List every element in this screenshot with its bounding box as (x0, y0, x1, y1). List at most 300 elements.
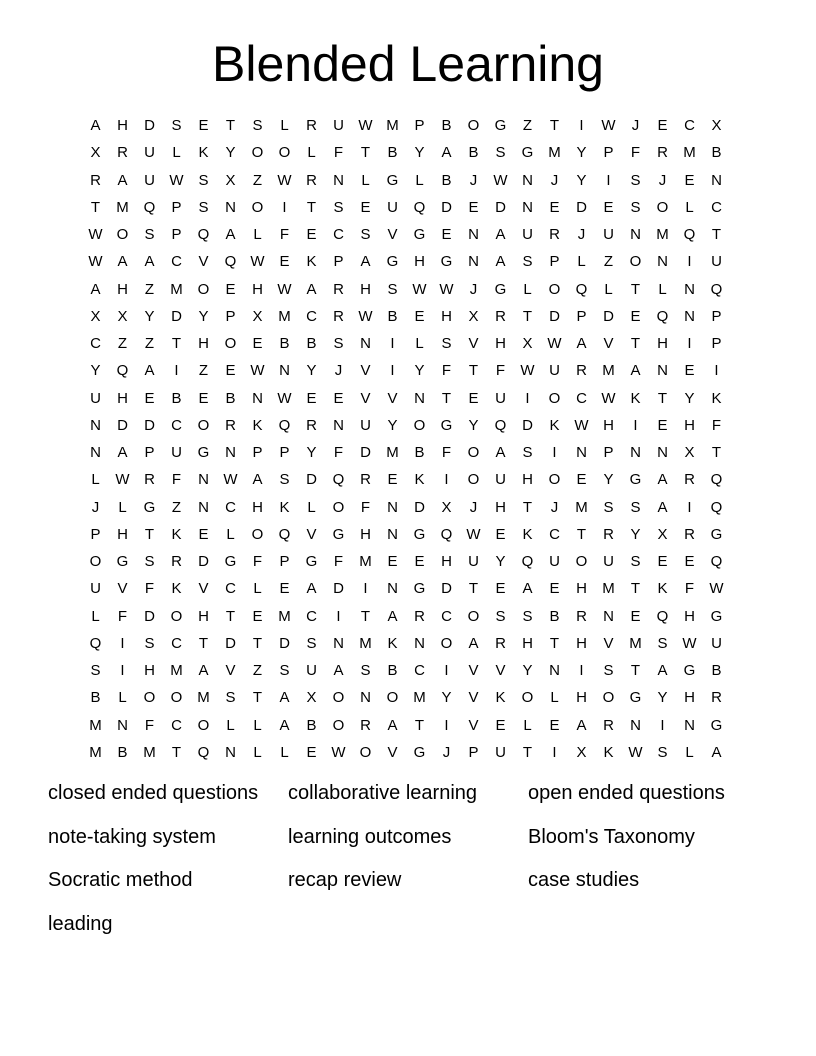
grid-letter: O (251, 525, 264, 543)
grid-letter: Q (440, 525, 453, 543)
grid-letter: T (576, 525, 587, 543)
grid-letter: P (603, 144, 614, 162)
grid-letter: E (684, 171, 695, 189)
grid-letter: S (657, 634, 668, 652)
grid-letter: M (278, 607, 291, 625)
grid-letter: E (495, 580, 506, 598)
grid-letter: S (630, 171, 641, 189)
grid-letter: J (577, 226, 586, 243)
grid-letter: R (684, 525, 695, 543)
grid-letter: I (390, 335, 395, 352)
grid-letter: D (414, 498, 425, 516)
grid-letter: G (710, 607, 723, 625)
grid-letter: Q (224, 253, 237, 271)
grid-letter: X (684, 444, 695, 461)
grid-letter: S (630, 553, 641, 570)
grid-letter: L (91, 471, 100, 489)
grid-letter: N (711, 171, 722, 189)
grid-letter: L (415, 171, 424, 189)
grid-letter: H (441, 307, 452, 325)
grid-letter: Q (710, 280, 723, 298)
grid-letter: E (198, 117, 209, 134)
grid-letter: L (577, 253, 586, 271)
grid-letter: Q (332, 471, 345, 489)
grid-letter: T (657, 389, 668, 407)
grid-letter: W (601, 117, 616, 134)
grid-letter: F (441, 444, 452, 461)
grid-letter: D (495, 198, 506, 216)
grid-letter: T (90, 198, 101, 216)
grid-letter: M (359, 634, 372, 652)
grid-letter: I (579, 117, 584, 134)
grid-letter: B (387, 144, 398, 162)
grid-letter: A (711, 743, 722, 761)
grid-letter: L (307, 498, 316, 516)
grid-letter: O (197, 280, 210, 298)
grid-letter: S (495, 144, 506, 162)
grid-letter: W (277, 389, 292, 407)
grid-letter: K (171, 525, 182, 543)
grid-letter: Y (630, 525, 641, 543)
grid-letter: W (493, 171, 508, 189)
grid-row (82, 521, 734, 548)
grid-letter: L (253, 716, 262, 734)
grid-letter: S (522, 607, 533, 625)
grid-letter: E (684, 553, 695, 570)
grid-letter: M (413, 689, 426, 707)
page-title: Blended Learning (212, 36, 604, 92)
grid-letter: F (711, 416, 722, 434)
grid-letter: N (333, 634, 344, 652)
grid-letter: Y (468, 416, 479, 434)
grid-letter: I (687, 253, 692, 271)
grid-letter: R (144, 471, 155, 489)
grid-letter: U (171, 444, 182, 461)
grid-letter: A (360, 253, 371, 271)
grid-letter: L (91, 607, 100, 625)
grid-letter: C (333, 226, 344, 243)
grid-letter: S (225, 689, 236, 707)
grid-letter: E (549, 580, 560, 598)
grid-letter: R (306, 117, 317, 134)
grid-letter: H (522, 471, 533, 489)
grid-letter: I (714, 362, 719, 380)
grid-letter: A (90, 117, 101, 134)
word-list-item: learning outcomes (288, 825, 452, 848)
grid-letter: G (143, 498, 156, 516)
word-list-item: closed ended questions (48, 782, 259, 804)
grid-letter: I (687, 498, 692, 516)
grid-letter: N (576, 444, 587, 461)
grid-letter: S (630, 498, 641, 516)
grid-letter: A (441, 144, 452, 162)
grid-letter: L (658, 280, 667, 298)
grid-letter: A (306, 280, 317, 298)
grid-letter: U (360, 416, 371, 434)
grid-letter: P (576, 307, 587, 325)
grid-letter: O (575, 553, 588, 570)
grid-row (82, 194, 734, 221)
grid-letter: N (468, 253, 479, 271)
grid-letter: M (170, 280, 183, 298)
grid-letter: R (360, 716, 371, 734)
grid-letter: R (117, 144, 128, 162)
grid-letter: M (386, 117, 399, 134)
grid-letter: R (603, 525, 614, 543)
grid-letter: T (171, 743, 182, 761)
grid-letter: R (333, 280, 344, 298)
grid-letter: D (306, 471, 317, 489)
grid-letter: B (549, 607, 560, 625)
grid-letter: S (144, 553, 155, 570)
grid-letter: N (684, 307, 695, 325)
grid-letter: V (468, 716, 479, 734)
grid-letter: B (306, 335, 317, 352)
grid-letter: N (225, 198, 236, 216)
grid-letter: M (548, 144, 561, 162)
grid-letter: J (469, 280, 478, 298)
word-list-item: recap review (288, 869, 402, 891)
grid-letter: X (468, 307, 479, 325)
grid-letter: H (495, 335, 506, 352)
grid-letter: F (144, 580, 155, 598)
grid-letter: U (711, 253, 722, 271)
grid-row (82, 575, 734, 602)
grid-letter: R (495, 307, 506, 325)
grid-letter: E (549, 198, 560, 216)
grid-row (82, 739, 734, 766)
grid-letter: H (117, 280, 128, 298)
grid-letter: T (711, 444, 722, 461)
grid-letter: G (332, 525, 345, 543)
grid-letter: H (576, 634, 587, 652)
grid-letter: E (225, 280, 236, 298)
grid-letter: U (90, 580, 101, 598)
grid-letter: H (576, 689, 587, 707)
grid-letter: P (144, 444, 155, 461)
grid-letter: G (305, 553, 318, 570)
grid-letter: B (387, 307, 398, 325)
grid-letter: Q (413, 198, 426, 216)
grid-letter: N (333, 171, 344, 189)
grid-letter: T (306, 198, 317, 216)
grid-letter: C (225, 580, 236, 598)
grid-letter: L (523, 716, 532, 734)
grid-letter: P (171, 226, 182, 243)
grid-letter: Q (710, 553, 723, 570)
grid-letter: N (198, 498, 209, 516)
grid-letter: R (711, 689, 722, 707)
grid-letter: A (279, 716, 290, 734)
grid-letter: N (387, 498, 398, 516)
grid-letter: X (522, 335, 533, 352)
grid-letter: M (359, 553, 372, 570)
grid-letter: E (495, 525, 506, 543)
grid-letter: O (278, 144, 291, 162)
grid-letter: D (144, 416, 155, 434)
grid-letter: Q (278, 525, 291, 543)
grid-letter: Q (116, 362, 129, 380)
grid-letter: S (495, 607, 506, 625)
grid-letter: S (603, 498, 614, 516)
grid-letter: C (171, 253, 182, 271)
grid-letter: W (412, 280, 427, 298)
grid-row (82, 684, 734, 711)
grid-letter: W (358, 117, 373, 134)
grid-letter: X (252, 307, 263, 325)
grid-letter: I (282, 198, 287, 216)
grid-letter: A (468, 634, 479, 652)
grid-letter: X (441, 498, 452, 516)
grid-letter: G (413, 226, 426, 243)
grid-letter: Q (197, 226, 210, 243)
grid-row (82, 439, 734, 466)
grid-letter: G (521, 144, 534, 162)
grid-letter: T (630, 335, 641, 352)
grid-letter: Y (90, 362, 101, 380)
grid-letter: M (89, 743, 102, 761)
grid-letter: E (333, 389, 344, 407)
grid-letter: O (467, 444, 480, 461)
grid-letter: V (468, 662, 479, 679)
grid-letter: E (549, 716, 560, 734)
grid-letter: K (522, 525, 533, 543)
grid-letter: W (709, 580, 724, 598)
grid-letter: U (603, 226, 614, 243)
word-list-item: Socratic method (48, 869, 193, 891)
grid-letter: K (279, 498, 290, 516)
grid-letter: P (279, 444, 290, 461)
word-list-item: case studies (528, 869, 640, 891)
grid-letter: N (225, 743, 236, 761)
grid-letter: J (658, 171, 667, 189)
grid-letter: O (170, 689, 183, 707)
grid-letter: U (549, 362, 560, 380)
grid-letter: E (306, 389, 317, 407)
grid-letter: L (685, 743, 694, 761)
grid-letter: B (117, 743, 128, 761)
grid-letter: G (116, 553, 129, 570)
grid-letter: A (225, 226, 236, 243)
grid-row (82, 494, 734, 521)
grid-letter: Y (576, 144, 587, 162)
grid-letter: T (225, 117, 236, 134)
grid-letter: O (548, 280, 561, 298)
grid-letter: I (444, 662, 449, 679)
grid-letter: R (576, 607, 587, 625)
grid-letter: N (657, 253, 668, 271)
grid-letter: O (386, 689, 399, 707)
grid-letter: L (226, 716, 235, 734)
grid-letter: L (685, 198, 694, 216)
grid-letter: M (89, 716, 102, 734)
grid-letter: P (90, 525, 101, 543)
grid-letter: P (711, 307, 722, 325)
grid-letter: S (171, 117, 182, 134)
grid-letter: Y (414, 362, 425, 380)
grid-letter: Q (683, 226, 696, 243)
grid-letter: I (579, 662, 584, 679)
grid-letter: A (657, 498, 668, 516)
grid-letter: E (684, 362, 695, 380)
grid-letter: K (711, 389, 722, 407)
grid-letter: S (252, 117, 263, 134)
grid-letter: I (444, 716, 449, 734)
grid-letter: C (576, 389, 587, 407)
grid-letter: M (116, 198, 129, 216)
grid-letter: N (252, 389, 263, 407)
grid-letter: A (576, 716, 587, 734)
grid-letter: J (469, 498, 478, 516)
grid-letter: Q (143, 198, 156, 216)
grid-letter: X (117, 307, 128, 325)
grid-letter: C (171, 416, 182, 434)
grid-letter: N (117, 716, 128, 734)
grid-letter: V (306, 525, 317, 543)
grid-letter: W (601, 389, 616, 407)
word-list-item: leading (48, 912, 113, 935)
grid-letter: M (143, 743, 156, 761)
grid-row (82, 248, 734, 275)
grid-letter: S (279, 471, 290, 489)
grid-letter: X (657, 525, 668, 543)
grid-letter: H (576, 580, 587, 598)
grid-letter: W (88, 226, 103, 243)
grid-letter: A (576, 335, 587, 352)
grid-letter: Q (494, 416, 507, 434)
grid-letter: X (225, 171, 236, 189)
grid-letter: E (414, 553, 425, 570)
grid-letter: H (684, 416, 695, 434)
grid-letter: A (522, 580, 533, 598)
grid-letter: A (387, 716, 398, 734)
grid-letter: C (711, 198, 722, 216)
grid-letter: H (198, 607, 209, 625)
grid-letter: T (630, 580, 641, 598)
grid-letter: L (172, 144, 181, 162)
grid-letter: G (224, 553, 237, 570)
grid-letter: H (495, 498, 506, 516)
grid-letter: E (225, 362, 236, 380)
grid-letter: O (332, 498, 345, 516)
grid-letter: T (414, 716, 425, 734)
grid-letter: T (711, 226, 722, 243)
grid-letter: Z (252, 171, 263, 189)
grid-letter: T (468, 580, 479, 598)
grid-letter: K (198, 144, 209, 162)
grid-letter: L (280, 743, 289, 761)
grid-letter: T (252, 689, 263, 707)
grid-letter: T (144, 525, 155, 543)
grid-letter: B (441, 117, 452, 134)
grid-letter: G (413, 743, 426, 761)
grid-letter: M (656, 226, 669, 243)
grid-letter: E (468, 389, 479, 407)
grid-letter: J (550, 498, 559, 516)
grid-letter: I (552, 444, 557, 461)
grid-letter: H (117, 389, 128, 407)
grid-letter: Q (278, 416, 291, 434)
grid-row (82, 412, 734, 439)
grid-letter: B (171, 389, 182, 407)
grid-letter: R (657, 144, 668, 162)
grid-letter: L (118, 689, 127, 707)
grid-letter: O (143, 689, 156, 707)
grid-letter: K (657, 580, 668, 598)
grid-letter: R (171, 553, 182, 570)
grid-letter: D (441, 580, 452, 598)
grid-letter: T (522, 743, 533, 761)
grid-letter: J (631, 117, 640, 134)
grid-letter: B (90, 689, 101, 707)
grid-letter: D (360, 444, 371, 461)
grid-letter: H (522, 634, 533, 652)
grid-letter: E (441, 226, 452, 243)
grid-row (82, 357, 734, 384)
grid-letter: P (711, 335, 722, 352)
grid-letter: O (548, 389, 561, 407)
grid-letter: A (495, 226, 506, 243)
grid-letter: H (684, 689, 695, 707)
grid-letter: O (197, 716, 210, 734)
grid-letter: Z (603, 253, 614, 271)
grid-letter: V (468, 689, 479, 707)
grid-letter: A (117, 444, 128, 461)
word-list-item: open ended questions (528, 782, 725, 804)
grid-letter: F (333, 553, 344, 570)
grid-letter: P (414, 117, 425, 134)
grid-letter: Z (198, 362, 209, 380)
grid-letter: O (467, 607, 480, 625)
grid-letter: Q (89, 634, 102, 652)
grid-letter: P (171, 198, 182, 216)
grid-letter: T (360, 607, 371, 625)
grid-letter: D (549, 307, 560, 325)
grid-letter: S (603, 662, 614, 679)
grid-letter: H (414, 253, 425, 271)
grid-letter: H (441, 553, 452, 570)
grid-letter: J (442, 743, 451, 761)
grid-letter: N (657, 362, 668, 380)
grid-letter: P (468, 743, 479, 761)
grid-letter: F (279, 226, 290, 243)
grid-letter: N (657, 444, 668, 461)
grid-letter: I (120, 634, 125, 652)
grid-letter: O (197, 416, 210, 434)
grid-letter: I (552, 743, 557, 761)
grid-letter: E (657, 117, 668, 134)
grid-letter: Z (522, 117, 533, 134)
grid-letter: N (684, 716, 695, 734)
grid-letter: W (277, 171, 292, 189)
grid-letter: J (469, 171, 478, 189)
grid-letter: Y (144, 307, 155, 325)
grid-letter: Z (252, 662, 263, 679)
grid-letter: G (494, 280, 507, 298)
grid-row (82, 466, 734, 493)
grid-letter: A (198, 662, 209, 679)
grid-letter: M (683, 144, 696, 162)
grid-letter: I (336, 607, 341, 625)
grid-letter: U (603, 553, 614, 570)
grid-letter: B (441, 171, 452, 189)
grid-letter: N (684, 280, 695, 298)
grid-letter: S (279, 662, 290, 679)
grid-letter: Z (144, 280, 155, 298)
grid-letter: T (522, 498, 533, 516)
grid-letter: A (495, 253, 506, 271)
grid-letter: U (495, 389, 506, 407)
